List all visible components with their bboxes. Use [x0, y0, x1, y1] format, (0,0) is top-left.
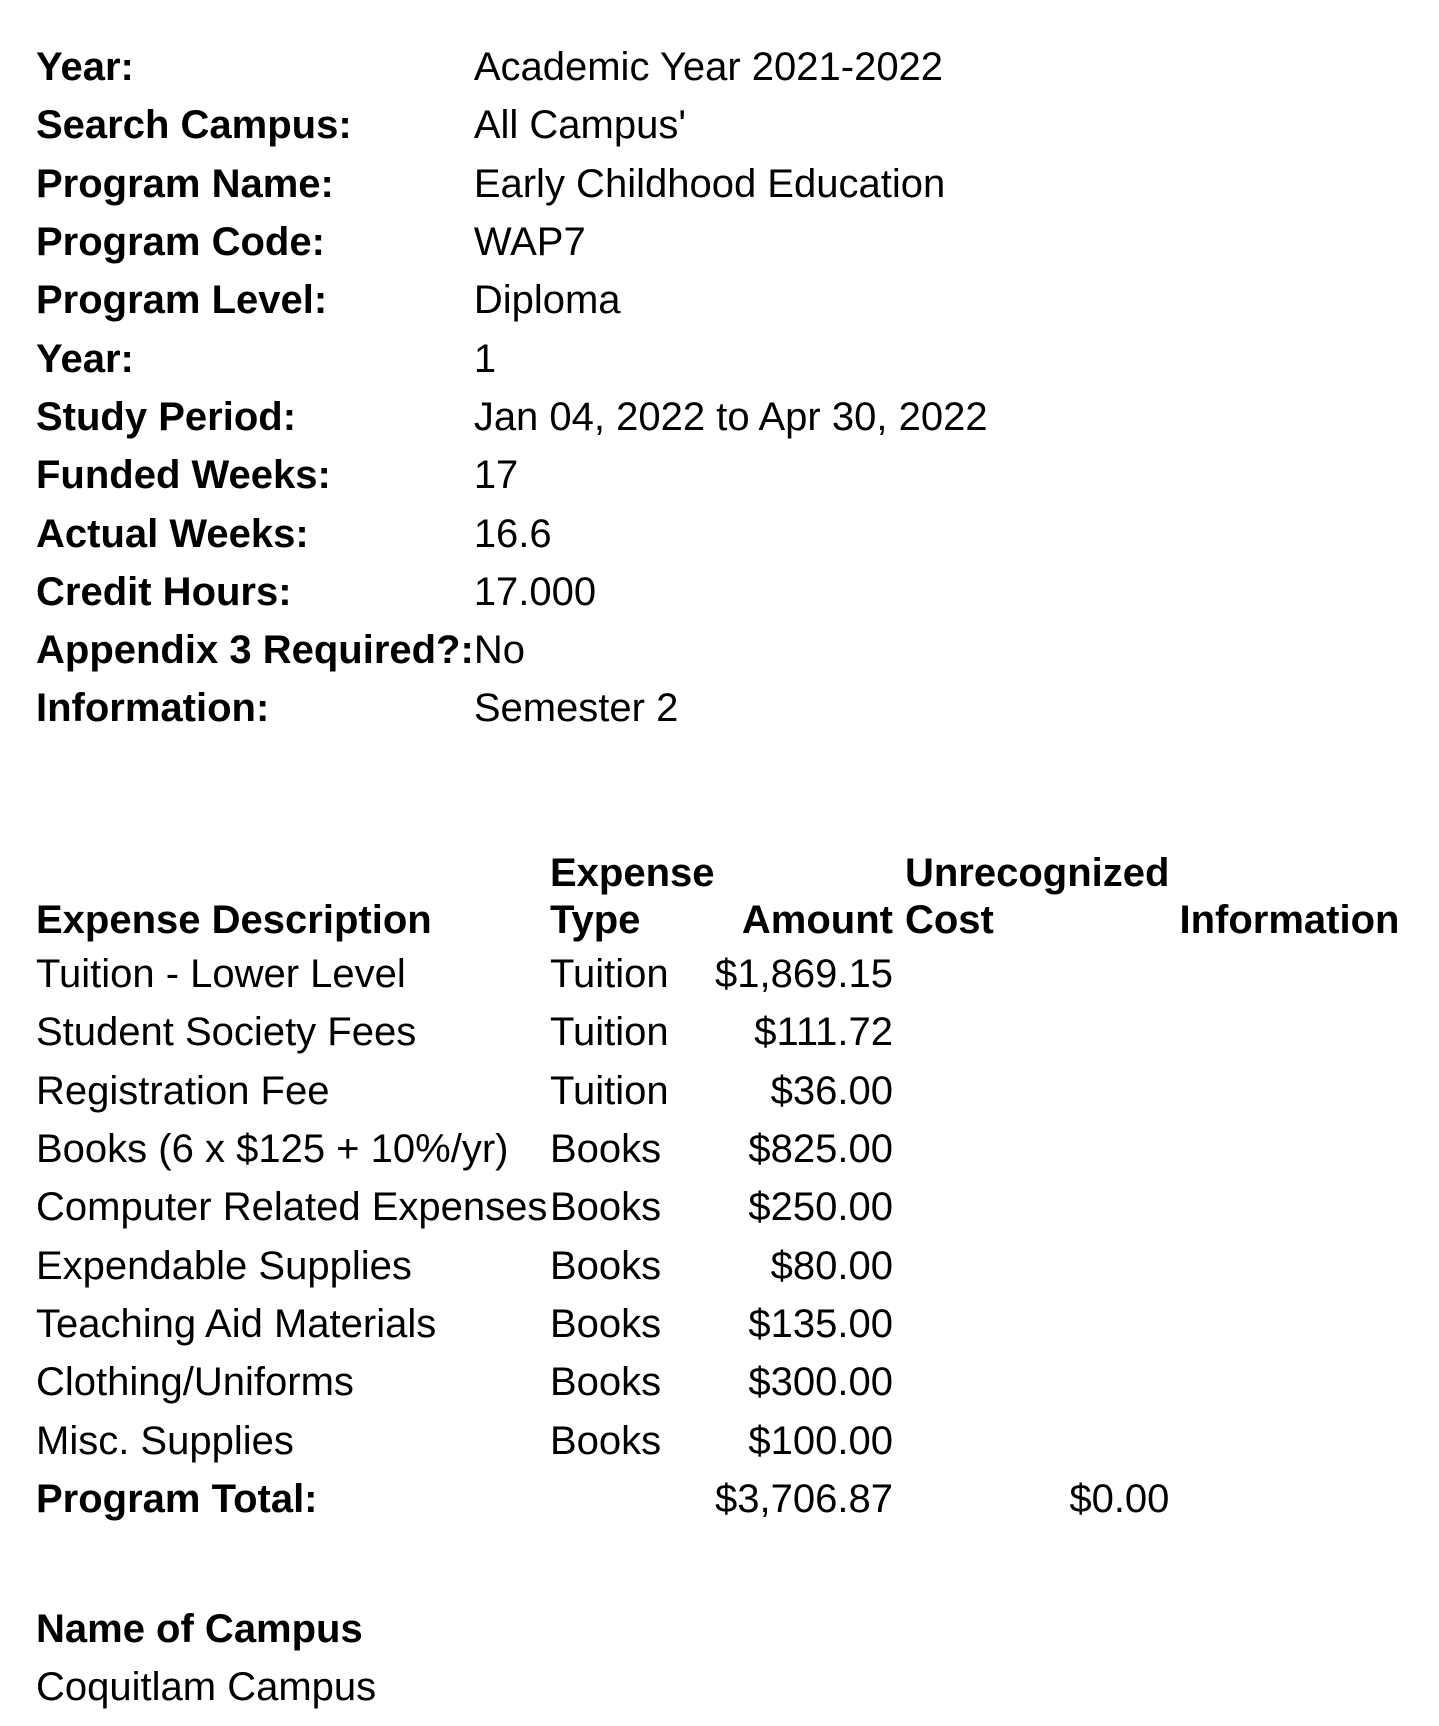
- expense-amount: $300.00: [748, 1360, 893, 1405]
- table-row: [36, 1120, 1399, 1178]
- info-label: Funded Weeks:: [36, 453, 331, 498]
- info-row: [36, 271, 988, 329]
- info-row: [36, 96, 988, 154]
- expense-type: Books: [550, 1185, 662, 1230]
- expense-amount: $111.72: [754, 1010, 893, 1055]
- expense-information: [1169, 1062, 1399, 1120]
- campus-section: [36, 1600, 376, 1716]
- header-unrecognized-line2: Cost: [904, 898, 994, 942]
- table-row: [36, 1178, 1399, 1236]
- expense-unrecognized: [893, 1295, 1169, 1353]
- expense-description: Books (6 x $125 + 10%/yr): [36, 1127, 509, 1172]
- header-information: Information: [1179, 898, 1400, 942]
- info-row: [36, 563, 988, 621]
- expense-amount: $100.00: [748, 1418, 893, 1463]
- expense-information: [1169, 1003, 1399, 1061]
- expense-unrecognized: [893, 1062, 1169, 1120]
- expense-information: [1169, 1120, 1399, 1178]
- info-row: [36, 679, 988, 737]
- expense-information: [1169, 1411, 1399, 1469]
- info-value: No: [473, 628, 525, 673]
- expense-type: Tuition: [550, 1010, 669, 1055]
- info-row: [36, 504, 988, 562]
- info-row: [36, 329, 988, 387]
- expense-unrecognized: [893, 1353, 1169, 1411]
- expense-description: Registration Fee: [36, 1068, 330, 1113]
- info-value: Jan 04, 2022 to Apr 30, 2022: [473, 394, 988, 439]
- expense-type: Tuition: [550, 1068, 669, 1113]
- expense-unrecognized: [893, 1003, 1169, 1061]
- table-row: [36, 1353, 1399, 1411]
- expense-description: Tuition - Lower Level: [36, 952, 406, 997]
- campus-name: Coquitlam Campus: [36, 1665, 377, 1709]
- expense-amount: $250.00: [748, 1185, 893, 1230]
- info-value: All Campus': [473, 103, 686, 148]
- expense-information: [1169, 1353, 1399, 1411]
- info-value: Diploma: [473, 278, 621, 323]
- info-label: Credit Hours:: [36, 569, 292, 614]
- expense-unrecognized: [893, 1120, 1169, 1178]
- header-unrecognized-cost: [893, 850, 1169, 945]
- expense-type: Books: [550, 1418, 662, 1463]
- program-info-table: [36, 38, 988, 738]
- info-row: [36, 621, 988, 679]
- info-value: Semester 2: [473, 686, 679, 731]
- info-value: 17.000: [473, 569, 597, 614]
- info-label: Study Period:: [36, 394, 297, 439]
- expense-type: Books: [550, 1243, 662, 1288]
- info-row: [36, 213, 988, 271]
- info-value: 17: [473, 453, 519, 498]
- table-row: [36, 1295, 1399, 1353]
- info-label: Appendix 3 Required?:: [36, 628, 474, 673]
- info-value: 1: [473, 336, 497, 381]
- header-expense-type: [550, 850, 715, 945]
- program-total-type: [550, 1470, 715, 1528]
- table-row: [36, 1411, 1399, 1469]
- expense-description: Expendable Supplies: [36, 1243, 412, 1288]
- info-value: Early Childhood Education: [473, 161, 946, 206]
- expense-description: Computer Related Expenses: [36, 1185, 548, 1230]
- expense-type: Books: [550, 1360, 662, 1405]
- info-row: [36, 388, 988, 446]
- expense-unrecognized: [893, 1236, 1169, 1294]
- expense-amount: $825.00: [748, 1127, 893, 1172]
- info-row: [36, 446, 988, 504]
- info-value: 16.6: [473, 511, 552, 556]
- info-label: Information:: [36, 686, 270, 731]
- expense-amount: $80.00: [770, 1243, 893, 1288]
- info-row: [36, 38, 988, 96]
- expense-information: [1169, 1178, 1399, 1236]
- table-row: [36, 1003, 1399, 1061]
- expense-information: [1169, 1236, 1399, 1294]
- expense-unrecognized: [893, 1178, 1169, 1236]
- expense-description: Clothing/Uniforms: [36, 1360, 354, 1405]
- info-label: Program Name:: [36, 161, 334, 206]
- expense-amount: $36.00: [770, 1068, 893, 1113]
- expense-type: Tuition: [550, 952, 669, 997]
- header-unrecognized-line1: Unrecognized: [904, 851, 1170, 895]
- info-label: Search Campus:: [36, 103, 352, 148]
- info-label: Actual Weeks:: [36, 511, 309, 556]
- expense-amount: $1,869.15: [715, 952, 893, 997]
- info-label: Program Level:: [36, 278, 328, 323]
- header-amount: Amount: [741, 898, 893, 942]
- expense-information: [1169, 1295, 1399, 1353]
- program-total-label: Program Total:: [36, 1476, 318, 1521]
- table-row: [36, 1236, 1399, 1294]
- program-total-unrecognized: $0.00: [1069, 1476, 1170, 1521]
- expense-type: Books: [550, 1127, 662, 1172]
- program-total-row: [36, 1470, 1399, 1528]
- program-total-information: [1169, 1470, 1399, 1528]
- info-label: Program Code:: [36, 220, 325, 265]
- expense-table: [36, 850, 1399, 1528]
- campus-heading: Name of Campus: [36, 1607, 363, 1651]
- table-row: [36, 945, 1399, 1003]
- expense-unrecognized: [893, 945, 1169, 1003]
- expense-information: [1169, 945, 1399, 1003]
- info-value: Academic Year 2021-2022: [473, 45, 944, 90]
- expense-type: Books: [550, 1301, 662, 1346]
- header-expense-type-line2: Type: [550, 898, 641, 942]
- header-expense-type-line1: Expense: [550, 851, 715, 895]
- expense-unrecognized: [893, 1411, 1169, 1469]
- table-row: [36, 1062, 1399, 1120]
- header-expense-description: Expense Description: [36, 898, 432, 942]
- expense-description: Teaching Aid Materials: [36, 1301, 437, 1346]
- expense-header-row: [36, 850, 1399, 945]
- program-total-amount: $3,706.87: [715, 1476, 893, 1521]
- expense-description: Student Society Fees: [36, 1010, 417, 1055]
- info-label: Year:: [36, 45, 134, 90]
- expense-description: Misc. Supplies: [36, 1418, 294, 1463]
- info-label: Year:: [36, 336, 134, 381]
- info-row: [36, 155, 988, 213]
- info-value: WAP7: [473, 220, 586, 265]
- expense-amount: $135.00: [748, 1301, 893, 1346]
